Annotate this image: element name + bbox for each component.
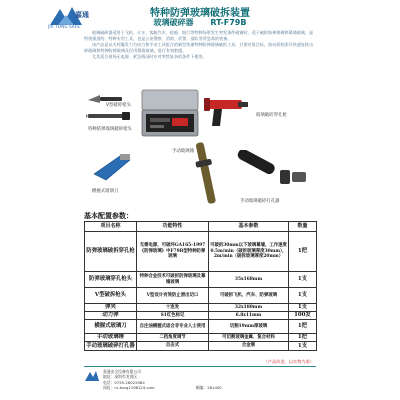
- table-row: [85, 232, 317, 272]
- column-header: 基本参数: [209, 222, 289, 232]
- improvement-note: （产品改进，以实物为准）: [263, 359, 314, 364]
- item-name: V型破拆枪头: [85, 288, 137, 304]
- intro-text: [84, 30, 316, 60]
- item-qty: 1支: [289, 272, 317, 288]
- item-feature: 自击式: [137, 342, 209, 351]
- model-number: RT-F79B: [210, 18, 247, 27]
- item-params: 切割19mm厚玻璃: [209, 320, 289, 334]
- section-title: 基本配置参数：: [84, 212, 133, 220]
- column-header: 功能特性: [137, 222, 209, 232]
- item-name: 动力弹: [85, 312, 137, 320]
- company-address: 地址：深圳市龙岗区: [103, 374, 138, 380]
- intro-paragraph-3: 尤其适合现场无电源、紧急情况时应对突然复杂的条件下使用。: [92, 54, 207, 59]
- item-name: 手动玻璃破碎打孔器: [86, 342, 135, 349]
- item-params: 35x168mm: [209, 272, 289, 288]
- company-website-row: [103, 385, 222, 390]
- table-row: [85, 320, 317, 334]
- product-photos: [84, 88, 316, 210]
- item-params: 可切割玻璃金属、复合材料: [209, 334, 289, 342]
- item-name: 弹夹: [85, 304, 137, 312]
- item-qty: 1把: [289, 334, 317, 342]
- item-params: 32x180mm: [209, 304, 289, 312]
- table-row: [85, 288, 317, 304]
- label-case: 手动玻璃锤: [172, 149, 194, 154]
- company-postcode: 邮编：261400: [195, 385, 222, 391]
- svg-text:嘉通: 嘉通: [75, 10, 89, 19]
- company-name: 嘉通安全设备有限公司: [103, 369, 141, 374]
- contact-info: [103, 369, 222, 391]
- item-qty: 100发: [289, 312, 317, 320]
- hand-tool-image: [232, 150, 312, 190]
- label-v-head: V型破碎枪头: [106, 103, 131, 108]
- column-header: 数量: [289, 222, 317, 232]
- column-header: 项目名称: [85, 222, 137, 232]
- item-name: 防弹玻璃破拆穿孔枪: [85, 232, 137, 272]
- item-name: 防弹玻璃穿孔枪头: [85, 272, 137, 288]
- glass-hammer-image: [192, 140, 220, 208]
- item-feature: 二档角度调节: [137, 334, 209, 342]
- item-feature: V型设计有效防止滑出切口: [137, 288, 209, 304]
- table-row: [85, 312, 317, 320]
- item-qty: 1支: [289, 304, 317, 312]
- brand-subtitle: JIA TONG SAFE: [48, 24, 81, 29]
- item-qty: 1支: [289, 342, 317, 351]
- item-params: 合金制: [209, 342, 289, 351]
- label-drill-gun: 玻璃破碎穿孔枪: [256, 113, 287, 118]
- table-row: [85, 334, 317, 342]
- product-subtitle: [0, 17, 400, 28]
- footer: [84, 359, 316, 391]
- spec-table: [84, 221, 317, 351]
- tool-case-image: [140, 88, 200, 138]
- label-gun-head: 特种防弹玻璃破碎枪头: [88, 127, 132, 132]
- item-params: 可破拆飞机、汽车、防弹玻璃: [209, 288, 289, 304]
- table-row: [85, 304, 317, 312]
- company-phone: 电话：0755-28022084: [103, 379, 145, 385]
- gun-head-image: [86, 110, 134, 122]
- item-feature: 特种合金技术可破拆防弹玻璃及幕墙玻璃: [137, 272, 209, 288]
- subtitle-text: 玻璃破碎器: [153, 18, 194, 27]
- item-qty: 1把: [289, 320, 317, 334]
- item-feature: 十连发: [137, 304, 209, 312]
- item-feature: 无需电源，可破坏GA165-1997《防弹玻璃》中F79B型特种防弹玻璃: [137, 232, 209, 272]
- item-name: 横握式玻璃刀: [85, 320, 137, 334]
- drill-gun-image: [202, 92, 250, 132]
- intro-paragraph-2: 该产品是以火药爆发力为动力和手动工具组合的新型快速特种防弹玻璃破拆工具，只要对准目标，扣动扳机即可快速连续击碎玻璃和特种防弹玻璃及民用幕墙玻璃，进行有效救援。: [84, 42, 314, 53]
- item-qty: 1支: [289, 288, 317, 304]
- item-name: 手动玻璃锤: [85, 334, 137, 342]
- item-feature: S1红色标记: [137, 312, 209, 320]
- side-knife-image: [90, 150, 136, 184]
- item-qty: 1把: [289, 232, 317, 272]
- label-side-knife: 横握式玻璃刀: [92, 189, 119, 194]
- table-row: [85, 342, 317, 351]
- item-params: 可破拆30mm以下玻璃幕墙，工作速度0.5m/min（破拆玻璃厚度30mm），2m/min（破拆玻璃厚度20mm）: [209, 232, 289, 272]
- footer-logo: [84, 370, 100, 382]
- item-params: 6.8x11mm: [209, 312, 289, 320]
- label-hand-tool: 手动玻璃破碎打孔器: [240, 199, 280, 204]
- page-title: 特种防弹玻璃破拆装置: [150, 8, 250, 19]
- item-feature: 自注油横握式适合非专业人士使用: [137, 320, 209, 334]
- table-header-row: [85, 222, 317, 232]
- intro-paragraph-1: 玻璃破碎器适用于飞机、火车、客船汽车、轮船、银行等特种场所发生突发事件破窗时，适于破拆防弹玻璃和幕墙玻璃，是特别强劲的、特种专用工具，也是公安警察、消防、武警、部队等所急需的装备。: [84, 30, 314, 41]
- table-row: [85, 272, 317, 288]
- company-website: 网址：ru-tong1198124.com: [103, 385, 155, 391]
